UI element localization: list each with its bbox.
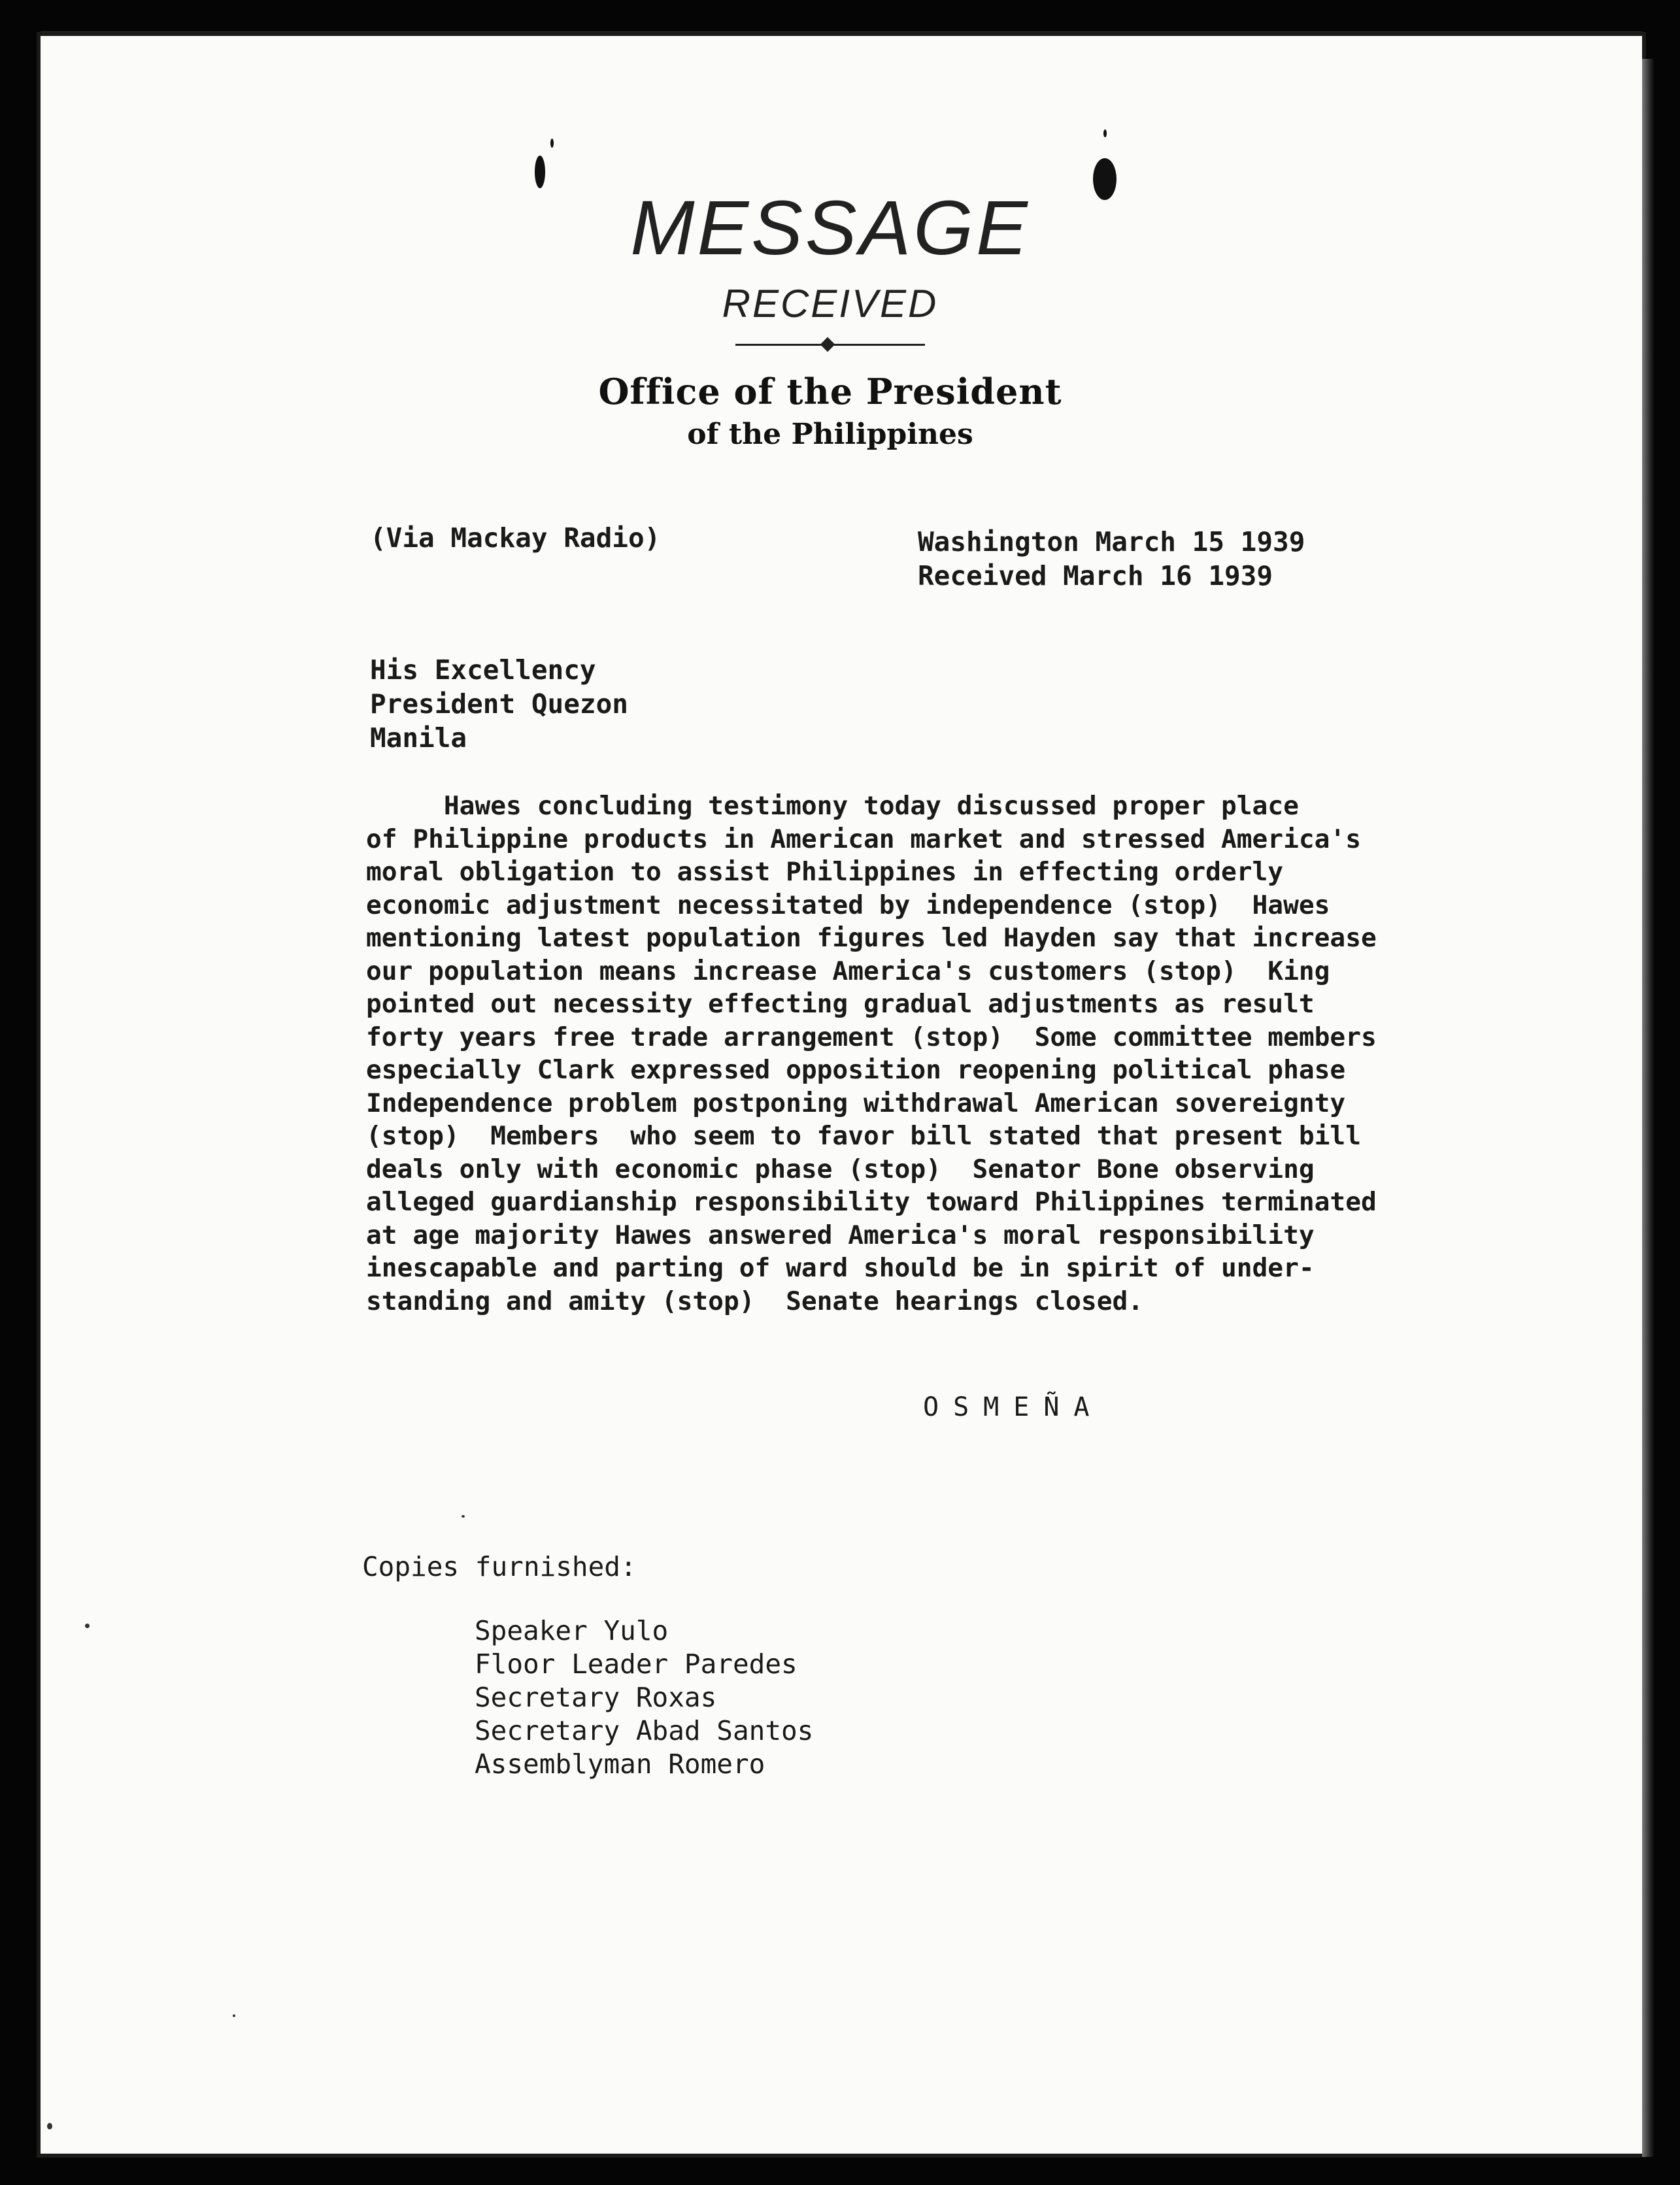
body-line: of Philippine products in American market and stressed America's	[366, 824, 1361, 854]
copies-heading: Copies furnished:	[362, 1551, 637, 1582]
letterhead-subtitle: RECEIVED	[722, 282, 939, 325]
body-line: deals only with economic phase (stop) Senator Bone observing	[366, 1154, 1315, 1184]
scan-speck	[85, 1624, 90, 1628]
letterhead-office: Office of the President	[598, 371, 1062, 412]
body-line: Hawes concluding testimony today discussed proper place	[366, 791, 1299, 821]
body-line: economic adjustment necessitated by independence (stop) Hawes	[366, 890, 1330, 920]
letterhead-title: MESSAGE	[630, 185, 1030, 271]
body-line: pointed out necessity effecting gradual adjustments as result	[366, 989, 1315, 1019]
received-date: Received March 16 1939	[918, 560, 1273, 592]
copy-recipient: Secretary Abad Santos	[475, 1715, 814, 1746]
addressee-title: His Excellency	[370, 654, 596, 686]
body-line: Independence problem postponing withdrawal American sovereignty	[366, 1088, 1346, 1118]
body-line: moral obligation to assist Philippines in effecting orderly	[366, 857, 1284, 887]
ink-speck-top-right	[1103, 129, 1107, 137]
scan-speck	[462, 1515, 465, 1518]
letterhead	[510, 185, 1151, 451]
copy-recipient: Assemblyman Romero	[475, 1748, 765, 1780]
letterhead-divider	[735, 338, 925, 351]
sent-date: Washington March 15 1939	[918, 526, 1305, 558]
copy-recipient: Secretary Roxas	[475, 1682, 717, 1713]
copy-recipient: Speaker Yulo	[475, 1615, 669, 1646]
paper-right-edge	[1642, 59, 1655, 2157]
addressee-name: President Quezon	[370, 688, 628, 720]
divider-diamond-icon	[820, 337, 835, 352]
body-line: mentioning latest population figures led Hayden say that increase	[366, 923, 1377, 953]
body-line: at age majority Hawes answered America's moral responsibility	[366, 1220, 1315, 1250]
body-line: (stop) Members who seem to favor bill stated that present bill	[366, 1121, 1361, 1151]
scan-speck	[233, 2014, 235, 2017]
body-line: alleged guardianship responsibility toward Philippines terminated	[366, 1187, 1377, 1217]
addressee-city: Manila	[370, 722, 467, 754]
signature: OSMEÑA	[923, 1392, 1104, 1422]
scan-speck	[47, 2123, 52, 2129]
body-line: forty years free trade arrangement (stop) Some committee members	[366, 1022, 1377, 1052]
copies-list	[475, 1614, 813, 1781]
body-line: especially Clark expressed opposition reopening political phase	[366, 1055, 1346, 1085]
message-body	[366, 790, 1464, 1318]
body-line: inescapable and parting of ward should be in spirit of under-	[366, 1253, 1315, 1283]
transmission-via: (Via Mackay Radio)	[370, 522, 661, 554]
copy-recipient: Floor Leader Paredes	[475, 1648, 798, 1680]
ink-speck-top-left	[550, 139, 554, 148]
ink-blot-left	[535, 156, 545, 188]
body-line: standing and amity (stop) Senate hearings closed.	[366, 1286, 1144, 1316]
letterhead-country: of the Philippines	[687, 418, 973, 451]
body-line: our population means increase America's customers (stop) King	[366, 956, 1330, 986]
